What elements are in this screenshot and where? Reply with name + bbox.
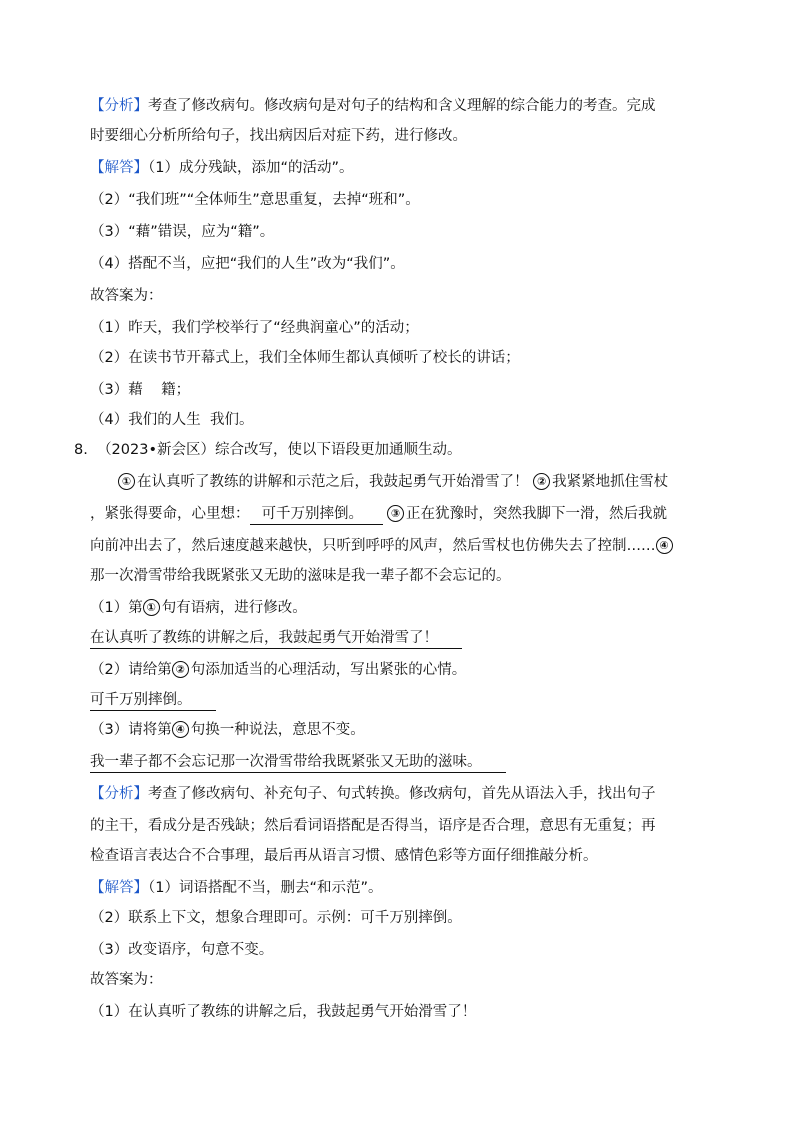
- passage-line: [90, 504, 667, 525]
- passage-line: [118, 472, 668, 492]
- circled-number-2: ②: [533, 473, 550, 490]
- analysis-text: 考查了修改病句。修改病句是对句子的结构和含义理解的综合能力的考查。完成: [148, 98, 656, 114]
- circled-number-3: ③: [387, 505, 404, 522]
- passage-line: [90, 536, 675, 556]
- sub-question-1: （1）第 ① 句有语病，进行修改。: [90, 600, 307, 616]
- question-header: [74, 440, 462, 460]
- question-number: 8.: [74, 442, 88, 458]
- answer-underline: 在认真听了教练的讲解之后，我鼓起勇气开始滑雪了！: [90, 629, 462, 649]
- analysis-line: [90, 784, 656, 804]
- final-answer-line: （1）昨天，我们学校举行了“经典润童心”的活动；: [90, 320, 419, 336]
- circled-number-4: ④: [656, 537, 673, 554]
- sub-answer-1: [90, 628, 462, 649]
- passage-sentence-1: 在认真听了教练的讲解和示范之后，我鼓起勇气开始滑雪了！: [137, 474, 529, 490]
- answer-line: （2）联系上下文，想象合理即可。示例：可千万别摔倒。: [90, 910, 462, 926]
- answer-line: [90, 878, 383, 898]
- answer-tag: 【解答】: [90, 880, 148, 896]
- sub-answer-3: [90, 752, 506, 773]
- answer-underline: 可千万别摔倒。: [90, 691, 216, 711]
- final-answer-line: （3）藉 籍；: [90, 382, 191, 398]
- fill-in-blank: 可千万别摔倒。: [250, 505, 384, 525]
- passage-sentence-2: 我紧紧地抓住雪杖: [552, 474, 669, 490]
- passage-text: 向前冲出去了，然后速度越来越快，只听到呼呼的风声，然后雪杖也仿佛失去了控制……: [90, 538, 656, 554]
- final-answer-line: （1）在认真听了教练的讲解之后，我鼓起勇气开始滑雪了！: [90, 1004, 477, 1020]
- answer-underline: 我一辈子都不会忘记那一次滑雪带给我既紧张又无助的滋味。: [90, 753, 506, 773]
- answer-line: （3）改变语序，句意不变。: [90, 942, 274, 958]
- circled-number-2: ②: [172, 661, 189, 678]
- passage-text: ，紧张得要命，心里想：: [90, 506, 250, 522]
- final-answer-label: 故答案为：: [90, 288, 163, 304]
- answer-line: （4）搭配不当，应把“我们的人生”改为“我们”。: [90, 256, 405, 272]
- passage-sentence-3: 正在犹豫时，突然我脚下一滑，然后我就: [406, 506, 667, 522]
- answer-line: （3）“藉”错误，应为“籍”。: [90, 224, 275, 240]
- sub-answer-2: [90, 690, 216, 711]
- final-answer-line: （4）我们的人生 我们。: [90, 412, 254, 428]
- circled-number-4: ④: [172, 721, 189, 738]
- sub-question-2: （2）请给第 ② 句添加适当的心理活动，写出紧张的心情。: [90, 662, 467, 678]
- answer-text: （1）成分残缺，添加“的活动”。: [148, 160, 354, 176]
- answer-tag: 【解答】: [90, 160, 148, 176]
- final-answer-line: （2）在读书节开幕式上，我们全体师生都认真倾听了校长的讲话；: [90, 350, 520, 366]
- circled-number-1: ①: [143, 599, 160, 616]
- answer-line: （2）“我们班”“全体师生”意思重复，去掉“班和”。: [90, 192, 420, 208]
- analysis-line: [90, 96, 656, 116]
- analysis-tag: 【分析】: [90, 786, 148, 802]
- analysis-tag: 【分析】: [90, 98, 148, 114]
- analysis-line: 检查语言表达合不合事理，最后再从语言习惯、感情色彩等方面仔细推敲分析。: [90, 848, 598, 864]
- final-answer-label: 故答案为：: [90, 972, 163, 988]
- analysis-line: 的主干，看成分是否残缺；然后看词语搭配是否得当，语序是否合理，意思有无重复；再: [90, 818, 656, 834]
- analysis-text: 考查了修改病句、补充句子、句式转换。修改病句，首先从语法入手，找出句子: [148, 786, 656, 802]
- answer-line: [90, 158, 354, 178]
- passage-line: 那一次滑雪带给我既紧张又无助的滋味是我一辈子都不会忘记的。: [90, 568, 511, 584]
- circled-number-1: ①: [118, 473, 135, 490]
- analysis-line: 时要细心分析所给句子，找出病因后对症下药，进行修改。: [90, 128, 467, 144]
- sub-question-3: （3）请将第 ④ 句换一种说法，意思不变。: [90, 722, 365, 738]
- answer-text: （1）词语搭配不当，删去“和示范”。: [148, 880, 383, 896]
- question-source: （2023•新会区）综合改写，使以下语段更加通顺生动。: [97, 442, 462, 458]
